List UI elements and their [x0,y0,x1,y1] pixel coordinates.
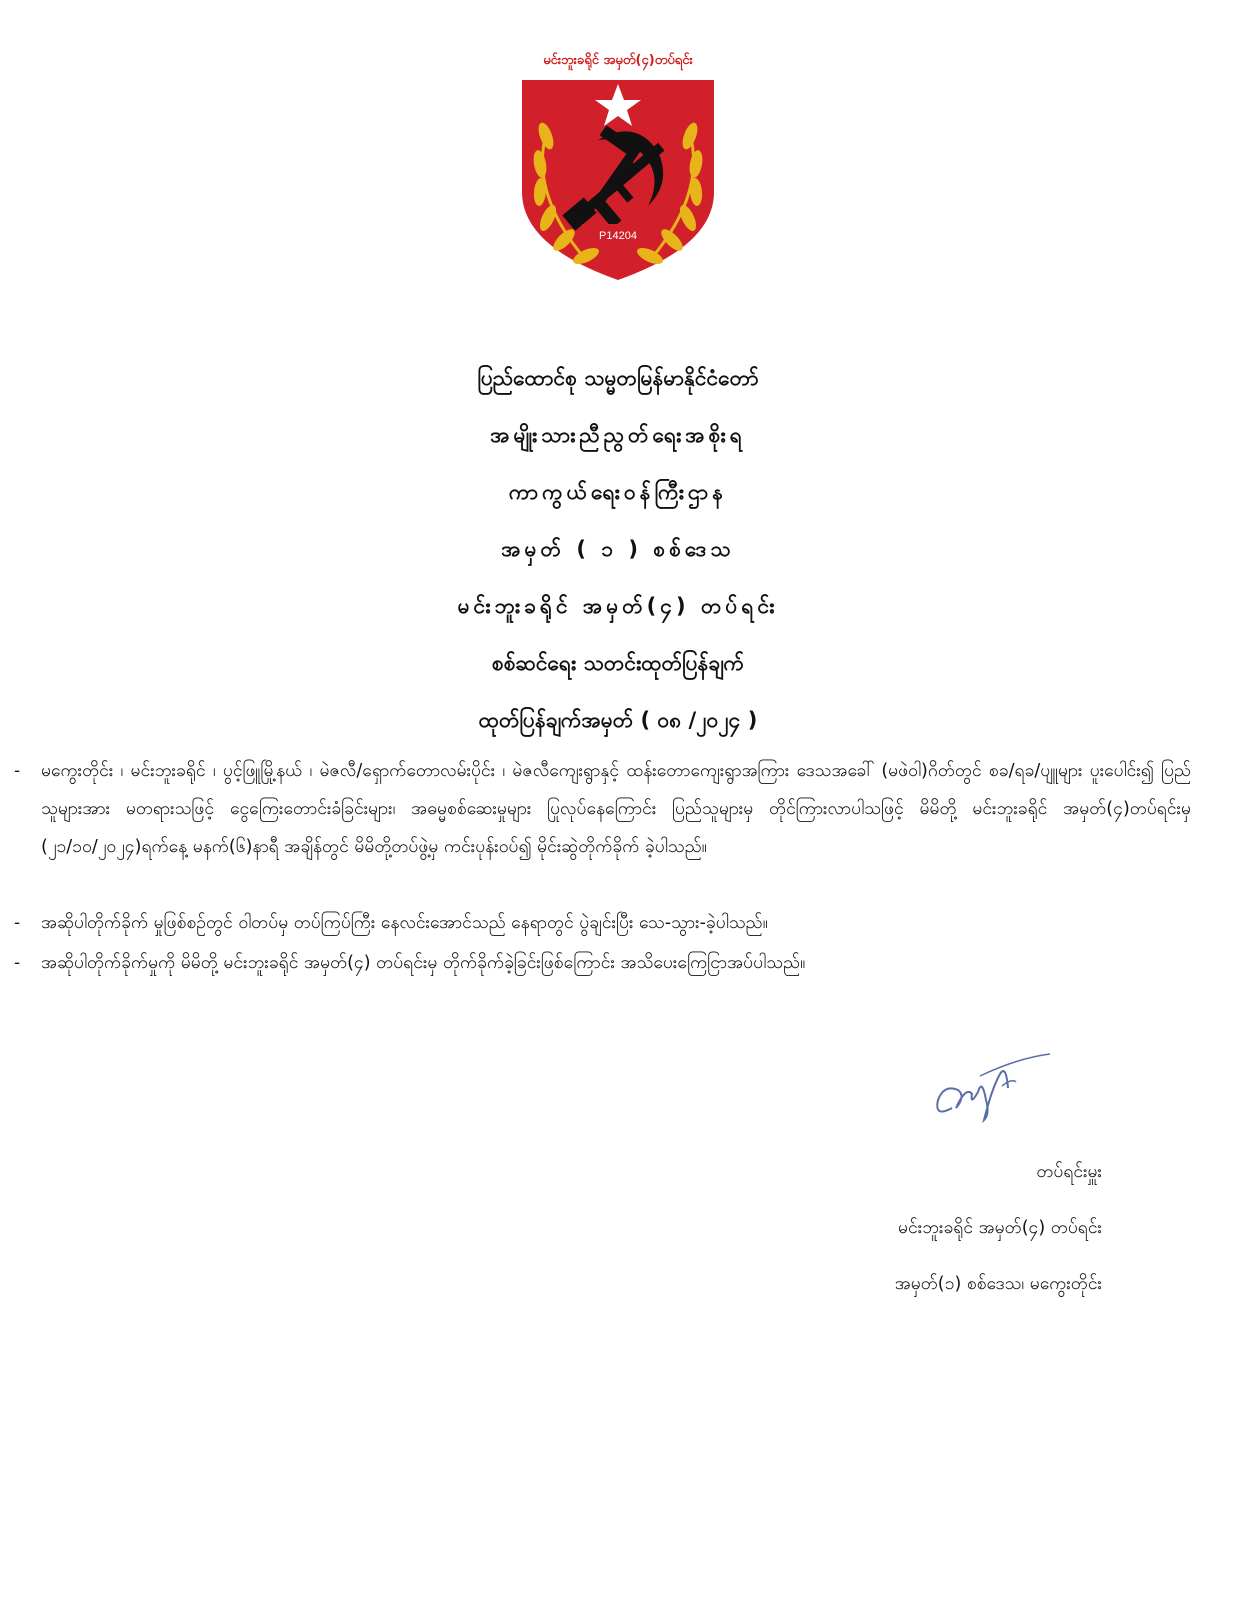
bullet-marker: - [14,761,21,781]
list-item [0,904,1236,944]
bullet-marker: - [14,913,21,933]
list-item [0,752,1236,904]
bullet-text: အဆိုပါတိုက်ခိုက် မှုဖြစ်စဉ်တွင် ဝါတပ်မှ တပ်ကြပ်ကြီး နေလင်းအောင်သည် နေရာတွင် ပွဲချင်းပြီး သေ-သွား-ခဲ့ပါသည်။ [41,913,768,933]
signatory-title: တပ်ရင်းမှူး [1036,1162,1102,1182]
signatory-unit: မင်းဘူးခရိုင် အမှတ်(၄) တပ်ရင်း [898,1218,1102,1238]
heading-battalion: မင်းဘူးခရိုင် အမှတ်(၄) တပ်ရင်း [457,594,779,618]
heading-government: အမျိုးသားညီညွတ်ရေးအစိုးရ [490,423,746,447]
emblem-badge-text: P14204 [599,230,637,242]
heading-ministry: ကာကွယ်ရေးဝန်ကြီးဌာန [508,480,728,504]
bullet-text: အဆိုပါတိုက်ခိုက်မှုကို မိမိတို့ မင်းဘူးခရိုင် အမှတ်(၄) တပ်ရင်းမှ တိုက်ခိုက်ခဲ့ခြင်းဖြစ်ကြောင်း အသိပေးကြေငြာအပ်ပါသည်။ [41,953,806,973]
shield-emblem-icon [516,74,720,284]
heading-country: ပြည်ထောင်စု သမ္မတမြန်မာနိုင်ငံတော် [477,366,759,390]
bullet-text: မကွေးတိုင်း ၊ မင်းဘူးခရိုင် ၊ ပွင့်ဖြူမြို့နယ် ၊ မဲဇလီ/ရှောက်တောလမ်းပိုင်း ၊ မဲဇလီကျေးရွာနှင့် ထန်းတောကျေးရွာအကြား ဒေသအခေါ် (မဖဲဝါ)ဂိတ်တွင် စခ/ရခ/ပျူများ ပူးပေါင်း၍ ပြည်သူများအား မတရားသဖြင့် ငွေကြေးတောင်းခံခြင်းများ၊ အဓမ္မစစ်ဆေးမှုများ ပြုလုပ်နေကြောင်း ပြည်သူများမှ တိုင်ကြားလာပါသဖြင့် မိမိတို့ မင်းဘူးခရိုင် အမှတ်(၄)တပ်ရင်းမှ (၂၁/၁၀/၂၀၂၄)ရက်နေ့ မနက်(၆)နာရီ အချိန်တွင် မိမိတို့တပ်ဖွဲ့မှ ကင်းပုန်းဝပ်၍ မိုင်းဆွဲတိုက်ခိုက် ခဲ့ပါသည်။ [41,761,1191,857]
statement-bullets [0,752,1236,984]
heading-statement-number: ထုတ်ပြန်ချက်အမှတ် ( ၀၈ /၂၀၂၄ ) [478,708,758,732]
signatory-block [800,1152,1102,1320]
document-headings [280,358,956,757]
signature-icon [932,1048,1056,1130]
heading-command: အမှတ် ( ၁ ) စစ်ဒေသ [501,537,735,561]
emblem-caption: မင်းဘူးခရိုင် အမှတ်(၄)တပ်ရင်း [543,53,693,68]
bullet-marker: - [14,953,21,973]
list-item [0,944,1236,984]
heading-statement-title: စစ်ဆင်ရေး သတင်းထုတ်ပြန်ချက် [491,651,745,675]
signatory-command: အမှတ်(၁) စစ်ဒေသ၊ မကွေးတိုင်း [894,1274,1102,1294]
